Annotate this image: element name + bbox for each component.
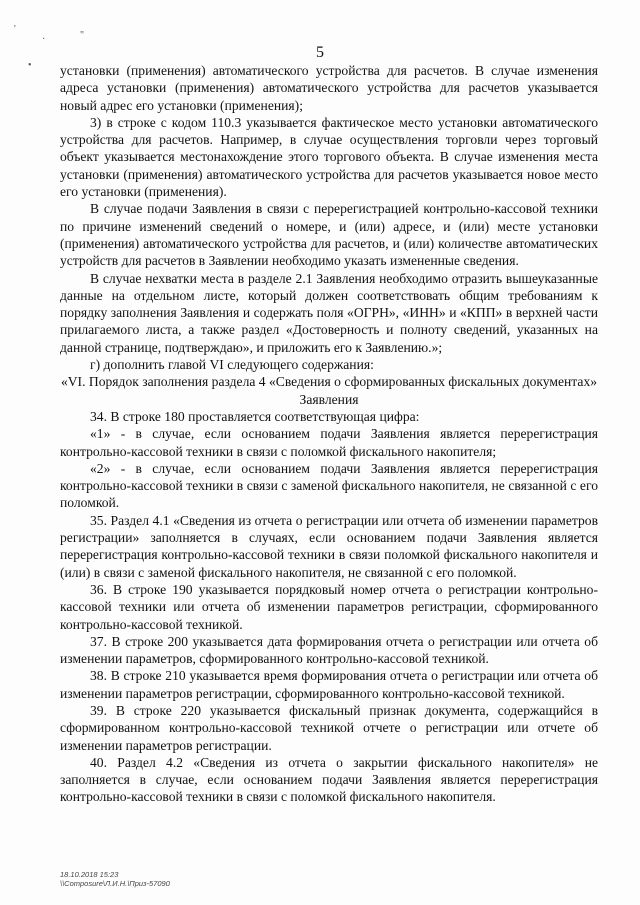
paragraph: В случае подачи Заявления в связи с перерегистрацией контрольно-кассовой техники по причине изменений сведений о номере, и (или) адресе, и (или) месте установки (применения) автоматического устройства для расчетов, и (или) количестве автоматических устройств для расчетов в Заявлении необходимо указать измененные сведения.: [60, 201, 598, 269]
paragraph: 37. В строке 200 указывается дата формирования отчета о регистрации или отчета об изменении параметров, сформированного контрольно-кассовой техникой.: [60, 633, 598, 667]
scan-artifact: •: [28, 60, 32, 71]
paragraph: 36. В строке 190 указывается порядковый номер отчета о регистрации контрольно-кассовой техники или отчета об изменении параметров регистрации, сформированного контрольно-кассовой техникой.: [60, 581, 598, 632]
chapter-heading: «VI. Порядок заполнения раздела 4 «Сведения о сформированных фискальных документах» Заявления: [60, 374, 598, 407]
paragraph: 40. Раздел 4.2 «Сведения из отчета о закрытии фискального накопителя» не заполняется в случае, если основанием подачи Заявления является перерегистрация контрольно-кассовой техники в связи с поломкой фискального накопителя.: [60, 754, 598, 805]
scan-artifact: ": [80, 30, 85, 41]
paragraph: 34. В строке 180 проставляется соответствующая цифра:: [90, 408, 420, 424]
paragraph: «1» - в случае, если основанием подачи Заявления является перерегистрация контрольно-кассовой техники в связи с поломкой фискального накопителя;: [60, 426, 598, 459]
paragraph: 3) в строке с кодом 110.3 указывается фактическое место установки автоматического устройства для расчетов. Например, в случае осуществления торговли через торговый объект указывается местонахождение этого торгового объекта. В случае изменения места установки (применения) автоматического устройства для расчетов указывается новое место его установки (применения).: [60, 114, 598, 200]
document-body: [60, 62, 598, 806]
footer-timestamp: 18.10.2018 15:23: [60, 870, 119, 879]
paragraph: В случае нехватки места в разделе 2.1 Заявления необходимо отразить вышеуказанные данные на отдельном листе, который должен соответствовать общим требованиям к порядку заполнения Заявления и содержать поля «ОГРН», «ИНН» и «КПП» в верхней части прилагаемого листа, а также раздел «Достоверность и полноту сведений, указанных на данной странице, подтверждаю», и приложить его к Заявлению.»;: [60, 270, 598, 355]
scan-artifact: ': [14, 24, 16, 35]
footer-stamp: [60, 870, 170, 888]
paragraph: 35. Раздел 4.1 «Сведения из отчета о регистрации или отчета об изменении параметров регистрации» заполняется в случаях, если основанием подачи Заявления является перерегистрация контрольно-кассовой техники в связи поломкой фискального накопителя и (или) в связи с заменой фискального накопителя, не связанной с его поломкой.: [60, 512, 598, 580]
page-number: 5: [316, 44, 324, 61]
scan-artifact: ·: [42, 34, 46, 45]
paragraph: г) дополнить главой VI следующего содержания:: [90, 357, 374, 373]
footer-file-path: \\Composure\Л.И.Н.\Приз-57090: [60, 879, 170, 888]
paragraph: установки (применения) автоматического устройства для расчетов. В случае изменения адреса установки (применения) автоматического устройства для расчетов указывается новый адрес его установки (применения);: [60, 63, 598, 113]
paragraph: 39. В строке 220 указывается фискальный признак документа, содержащийся в сформированном контрольно-кассовой техникой отчете о регистрации или отчете об изменении параметров регистрации.: [60, 702, 598, 753]
paragraph: 38. В строке 210 указывается время формирования отчета о регистрации или отчета об изменении параметров регистрации, сформированного контрольно-кассовой техникой.: [60, 668, 598, 701]
paragraph: «2» - в случае, если основанием подачи Заявления является перерегистрация контрольно-кассовой техники в связи с заменой фискального накопителя, не связанной с его поломкой.: [60, 460, 598, 511]
